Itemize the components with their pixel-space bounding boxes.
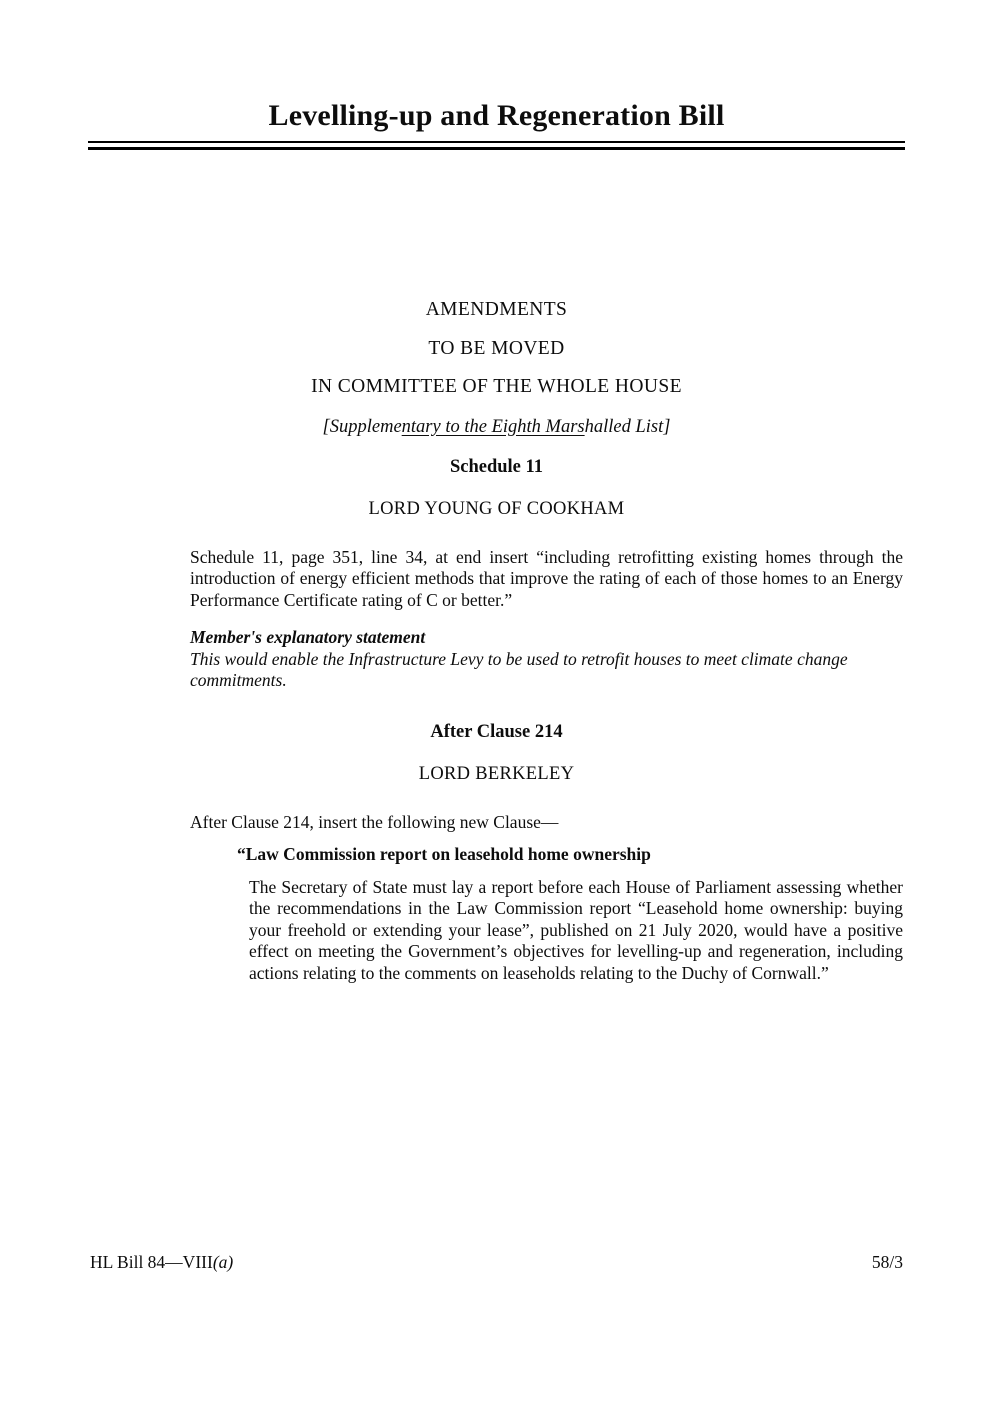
amendment-mover: LORD YOUNG OF COOKHAM [368, 498, 625, 519]
subtitle-suffix: halled List] [584, 416, 671, 437]
marshalled-list-link[interactable]: ntary to the Eighth Mars [401, 416, 585, 437]
amendment-heading: Schedule 11 [449, 456, 544, 477]
heading-committee: IN COMMITTEE OF THE WHOLE HOUSE [311, 376, 682, 397]
bill-reference-main: HL Bill 84—VIII [90, 1252, 213, 1272]
sheet-number: 58/3 [871, 1252, 903, 1272]
amendment-mover: LORD BERKELEY [418, 763, 575, 784]
bill-title: Levelling-up and Regeneration Bill [268, 99, 725, 132]
amendment-heading: After Clause 214 [430, 721, 563, 742]
amendment-lead-in: After Clause 214, insert the following new Clause— [190, 811, 559, 832]
explanatory-statement-text: This would enable the Infrastructure Levy to be used to retrofit houses to meet climate change commitments. [190, 648, 848, 690]
amendment-text: Schedule 11, page 351, line 34, at end insert “including retrofitting existing homes through the introduction of energy efficient methods that improve the rating of each of those homes to an Energy Performance Certificate rating of C or better.” [190, 546, 903, 610]
page-footer [90, 1252, 903, 1273]
marshalled-list-note [88, 418, 905, 437]
bill-reference-suffix: (a) [212, 1252, 234, 1272]
amendment-schedule-11 [88, 458, 905, 692]
bill-reference [90, 1252, 233, 1273]
title-double-rule [88, 141, 905, 150]
explanatory-statement-title: Member's explanatory statement [190, 627, 426, 647]
amendment-after-clause-214 [88, 723, 905, 985]
front-headings [88, 300, 905, 437]
heading-to-be-moved: TO BE MOVED [428, 337, 565, 359]
subtitle-prefix: [Suppleme [322, 416, 402, 437]
heading-amendments: AMENDMENTS [425, 299, 568, 320]
new-clause-text: The Secretary of State must lay a report before each House of Parliament assessing whether the recommendations in the Law Commission report “Leasehold home ownership: buying your freehold or extending your lease”, published on 21 July 2020, would have a positive effect on meeting the Government’s objectives for levelling-up and regeneration, including actions relating to the comments on leaseholds relating to the Duchy of Cornwall.” [249, 876, 903, 983]
new-clause-title: “Law Commission report on leasehold home ownership [237, 844, 651, 864]
